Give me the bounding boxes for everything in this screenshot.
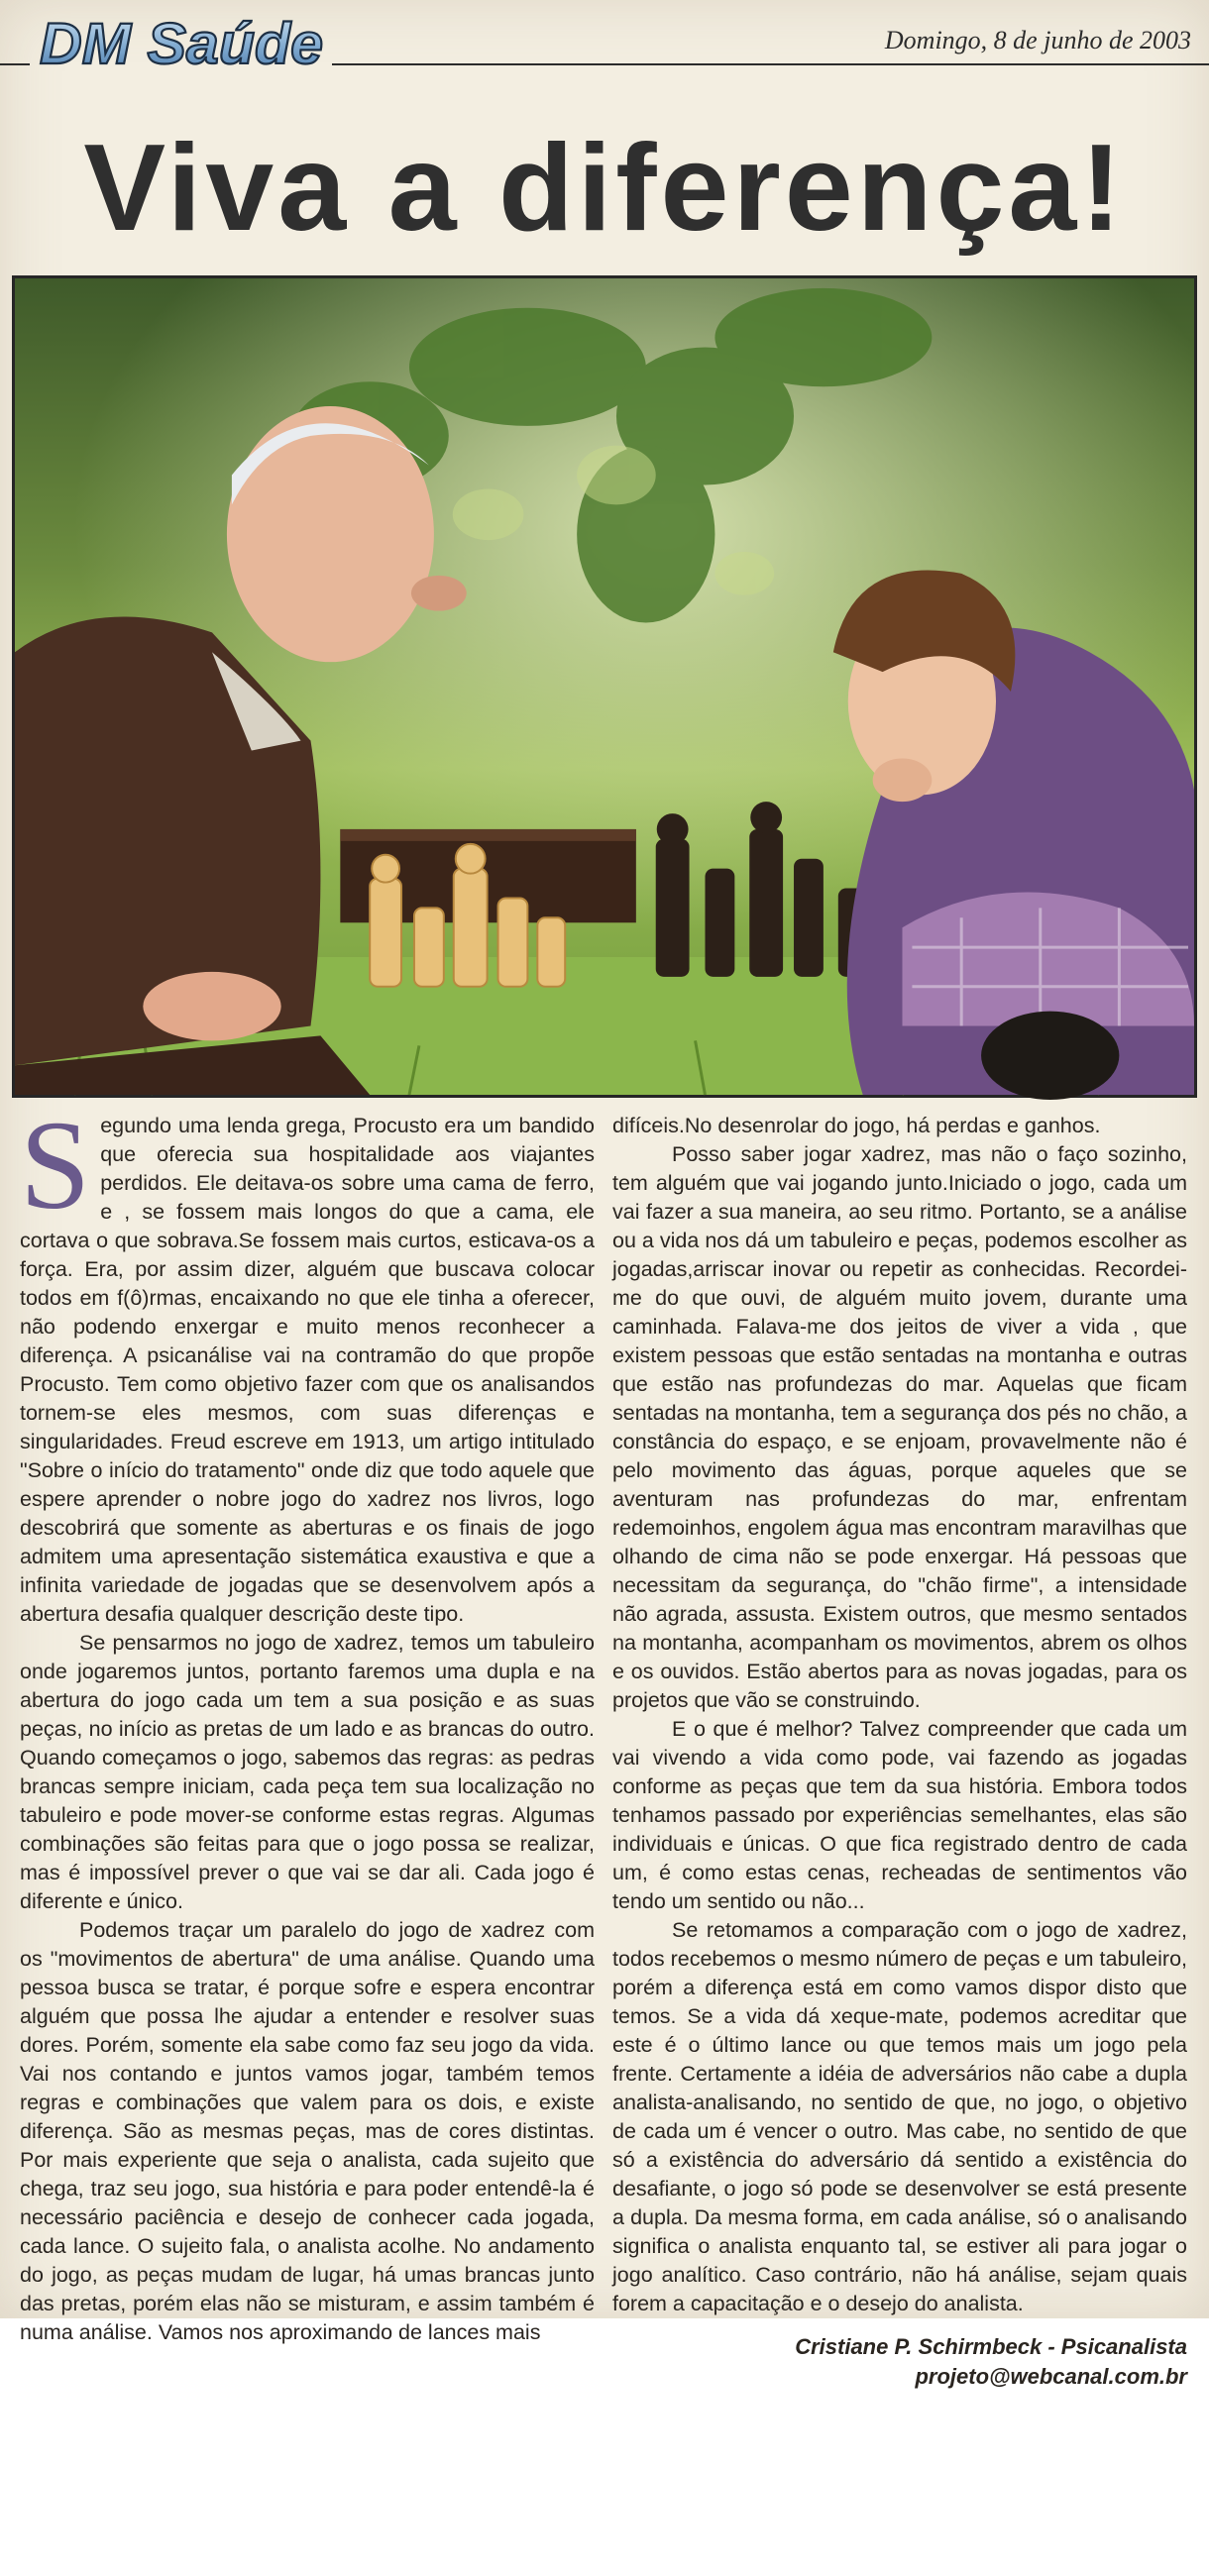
page-header <box>0 0 1209 89</box>
section-logo-graphic <box>38 14 325 113</box>
article-column-left <box>20 1095 595 2344</box>
photo-chess-game-icon <box>15 278 1194 1095</box>
article-paragraph: Posso saber jogar xadrez, mas não o faço sozinho, tem alguém que vai jogando junto.Iniciado o jogo, cada um vai fazer a sua maneira, ao seu ritmo. Portanto, se a análise ou a vida nos dá um tabuleiro e peças, podemos escolher as jogadas,arriscar inovar ou repetir as conhecidas. Recordei-me do que ouvi, de alguém muito jovem, durante uma caminhada. Falava-me dos jeitos de viver a vida , que existem pessoas que estão sentadas na montanha e outras que estão nas profundezas do mar. Aquelas que ficam sentadas na montanha, tem a segurança dos pés no chão, a constância do espaço, e se enjoam, provavelmente não é pelo movimento das águas, porque aqueles que se aventuram nas profundezas do mar, enfrentam redemoinhos, engolem água mas encontram maravilhas que olhando de cima não se pode enxergar. Há pessoas que necessitam da segurança, do "chão firme", a intensidade não agrada, assusta. Existem outros, que mesmo sentados na montanha, acompanham os movimentos, abrem os olhos e os ouvidos. Estão abertos para as novas jogadas, para os projetos que vão se construindo. <box>612 1142 1187 1712</box>
article-paragraph <box>20 1095 595 1629</box>
author-name: Cristiane P. Schirmbeck - Psicanalista <box>795 2334 1187 2359</box>
drop-cap: S <box>20 1095 91 1235</box>
header-rule-left <box>0 63 30 65</box>
article-photo <box>12 275 1197 1098</box>
article-paragraph: Podemos traçar um paralelo do jogo de xadrez com os "movimentos de abertura" de uma análise. Quando uma pessoa busca se tratar, é porque sofre e espera encontrar alguém que possa lhe ajudar a entender e resolver suas dores. Porém, somente ela sabe como faz seu jogo da vida. Vai nos contando e juntos vamos jogar, também temos regras e combinações que valem para os dois, e existe diferença. São as mesmas peças, mas de cores distintas. Por mais experiente que seja o analista, cada sujeito que chega, traz seu jogo, sua história e para poder entendê-la é necessário paciência e desejo de conhecer cada jogada, cada lance. O sujeito fala, o analista acolhe. No andamento do jogo, as peças mudam de lugar, há umas brancas junto das pretas, porém elas não se misturam, e assim também é numa análise. Vamos nos aproximando de lances mais <box>20 1918 595 2344</box>
article-column-right <box>612 1112 1187 2389</box>
article-paragraph: difíceis.No desenrolar do jogo, há perdas e ganhos. <box>612 1114 1101 1137</box>
headline: Viva a diferença! <box>83 120 1126 257</box>
article-paragraph: Se pensarmos no jogo de xadrez, temos um tabuleiro onde jogaremos juntos, portanto faremos uma dupla e na abertura do jogo cada um tem a sua posição e as suas peças, no início as pretas de um lado e as brancas do outro. Quando começamos o jogo, sabemos das regras: as pedras brancas sempre iniciam, cada peça tem sua localização no tabuleiro e pode mover-se conforme estas regras. Algumas combinações são feitas para que o jogo possa se realizar, mas é impossível prever o que vai se dar ali. Cada jogo é diferente e único. <box>20 1631 595 1913</box>
publication-date: Domingo, 8 de junho de 2003 <box>884 26 1191 54</box>
header-rule-right <box>332 63 1209 65</box>
author-signature <box>612 2332 1187 2392</box>
article-paragraph: E o que é melhor? Talvez compreender que cada um vai vivendo a vida como pode, vai fazendo as jogadas conforme as peças que tem da sua história. Embora todos tenhamos passado por experiências semelhantes, elas são individuais e únicas. O que fica registrado dentro de cada um, é como estas cenas, recheadas de sentimentos vão tendo um sentido ou não... <box>612 1717 1187 1913</box>
section-name: DM Saúde <box>40 12 323 76</box>
author-email[interactable]: projeto@webcanal.com.br <box>915 2364 1187 2389</box>
paragraph-text: egundo uma lenda grega, Procusto era um bandido que oferecia sua hospitalidade aos viajantes perdidos. Ele deitava-os sobre uma cama de ferro, e , se fossem mais longos do que a cama, ele cortava o que sobrava.Se fossem mais curtos, esticava-os a força. Era, por assim dizer, alguém que buscava colocar todos em f(ô)rmas, encaixando no que ele tinha a oferecer, não podendo enxergar e muito menos reconhecer a diferença. A psicanálise vai na contramão do que propõe Procusto. Tem como objetivo fazer com que os analisandos tornem-se eles mesmos, com suas diferenças e singularidades. Freud escreve em 1913, um artigo intitulado "Sobre o início do tratamento" onde diz que todo aquele que espere aprender o nobre jogo do xadrez nos livros, logo descobrirá que somente as aberturas e os finais de jogo admitem uma apresentação sistemática exaustiva e que a infinita variedade de jogadas que se desenvolvem após a abertura desafia qualquer descrição deste tipo. <box>20 1114 595 1626</box>
article-paragraph: Se retomamos a comparação com o jogo de xadrez, todos recebemos o mesmo número de peças e um tabuleiro, porém a diferença está em como vamos dispor disto que temos. Se a vida dá xeque-mate, podemos acreditar que este é o último lance ou que temos mais um jogo pela frente. Certamente a idéia de adversários não cabe a dupla analista-analisando, no sentido de que, no jogo, o objetivo de cada um é vencer o outro. Mas cabe, no sentido de que só a existência do adversário dá sentido a existência do desafiante, o jogo só pode se desenvolver se está presente a dupla. Da mesma forma, em cada análise, só o analisando significa o analista enquanto tal, se estiver ali para jogar o jogo analítico. Caso contrário, não há análise, sejam quais forem a capacitação e o desejo do analista. <box>612 1918 1187 2315</box>
section-logo <box>38 14 325 113</box>
